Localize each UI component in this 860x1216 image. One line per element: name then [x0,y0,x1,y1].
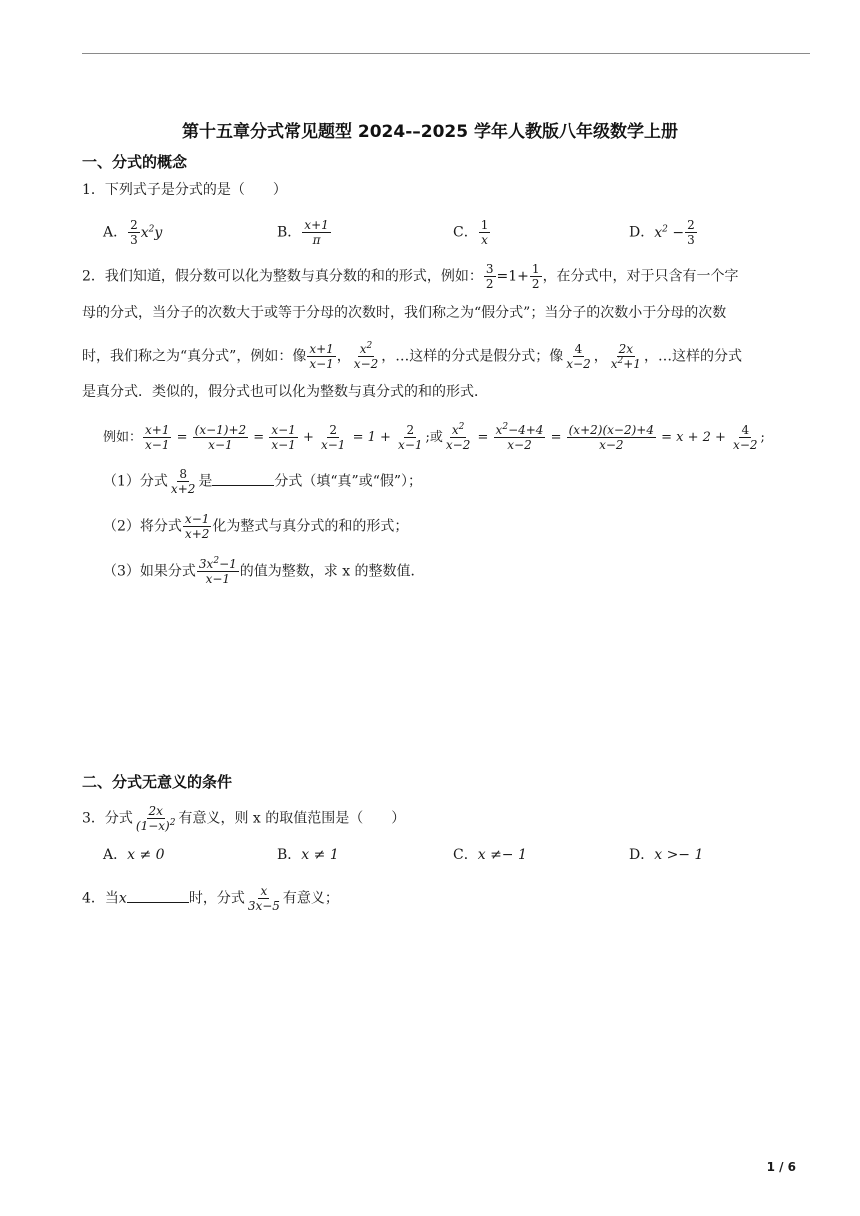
q2-example: 例如： $\frac{x+1}{x-1}$ = $\frac{(x-1)+2}{x-1}$ = $\frac{x-1}{x-1}$ + $\frac{2}{x-1}$ = 1 + $\frac{2}{x-1}$ ;或 $\frac{x^2}{x-2}$ = $\frac{x^2-4+4}{x-2}$ = $\frac{(x+2)(x-2)+4}{x-2}$ = x + 2 + $\frac{4}{x-2}$ ; [103,422,765,452]
q2-text: （1）分式 [103,473,168,490]
fraction: $\frac{x+1}{x-1}$ [309,342,334,371]
q1-option-b-label: B． [277,224,302,241]
header-rule [82,53,810,54]
q2-text: 化为整式与真分式的和的形式； [212,518,409,535]
q3-option-c [453,845,527,865]
fraction: $\frac{x^2-4+4}{x-2}$ [495,422,544,452]
page-number: 1 / 6 [766,1160,796,1174]
q1-option-d-label: D． [629,224,655,241]
fraction: $\frac{3x^2-1}{x-1}$ [198,556,237,586]
q2-text: （3）如果分式 [103,563,196,580]
answer-blank [127,888,189,903]
q2-text: 时，我们称之为“真分式”，例如：像 [82,348,307,365]
q2-line-4: 是真分式．类似的，假分式也可以化为整数与真分式的和的形式． [82,384,488,400]
fraction: $\frac{2}{3}$ [130,218,138,247]
q3-option-a [103,845,165,865]
q2-text: ，…这样的分式 [643,348,742,365]
q2-text: ，…这样的分式是假分式；像 [381,348,564,365]
section-heading-1: 一、分式的概念 [82,153,188,171]
q3-option-b [277,845,339,865]
fraction: $\frac{2}{3}$ [687,218,695,247]
q2-text: ， [336,348,351,365]
q2-text: ;或 [425,430,443,445]
fraction: $\frac{2x}{x^2+1}$ [610,342,641,371]
q4-variable: x [118,890,127,907]
q2-line-2: 母的分式，当分子的次数大于或等于分母的次数时，我们称之为“假分式”；当分子的次数小于分母的次数 [82,305,727,321]
q2-text: ，在分式中，对于只含有一个字 [542,268,739,285]
q3-option-label: B． [277,847,302,863]
q4-text: 4．当 [82,890,119,907]
q4-text: 时，分式 [188,890,245,907]
q3-text: 有意义，则 x 的取值范围是（ ） [178,810,406,827]
q3-option-d [629,845,703,865]
q1-option-b [277,218,332,247]
q4-text: 有意义； [282,890,339,907]
q1-option-d: D．$x^2$ − $\frac{2}{3}$ [629,218,695,247]
q3-option-text: x ≠ 0 [127,847,165,863]
q1-stem: 1．下列式子是分式的是（ ） [82,182,287,198]
q2-sub-3 [103,557,425,586]
fraction: $\frac{2}{x-1}$ [320,423,346,452]
q2-text: 的值为整数，求 x 的整数值． [239,563,425,580]
fraction: $\frac{2}{x-1}$ [398,423,423,452]
fraction: $\frac{x-1}{x+2}$ [184,512,210,541]
fraction: $\frac{8}{x+2}$ [170,467,196,496]
q2-text: 是 [198,473,213,490]
fraction: $\frac{1}{2}$ [531,262,540,291]
fraction: $\frac{2x}{(1-x)^2}$ [135,804,176,833]
q2-text: ， [593,348,608,365]
answer-blank [212,471,274,486]
fraction: $\frac{4}{x-2}$ [566,342,591,371]
fraction: $\frac{x+1}{\pi}$ [304,218,329,247]
fraction: $\frac{x^2}{x-2}$ [445,422,471,452]
q2-line-1 [82,262,739,291]
page-title: 第十五章分式常见题型 2024-–2025 学年人教版八年级数学上册 [181,122,679,142]
q3-option-text: x ≠ 1 [301,847,339,863]
q3-option-label: C． [453,847,478,863]
q2-line-3 [82,342,742,371]
q4-stem [82,884,339,913]
q3-text: 3．分式 [82,810,133,827]
q2-sub-1 [103,467,422,496]
section-heading-2: 二、分式无意义的条件 [82,773,233,791]
q2-text: 2．我们知道，假分数可以化为整数与真分数的和的形式，例如： [82,268,483,285]
fraction: $\frac{1}{x}$ [480,218,489,247]
q3-option-text: x ≠− 1 [477,847,527,863]
fraction: $\frac{x^2}{x-2}$ [353,341,379,371]
q1-option-c-label: C． [453,224,478,241]
fraction: $\frac{(x-1)+2}{x-1}$ [194,423,247,452]
q3-option-text: x >− 1 [654,847,704,863]
q2-text: 分式（填“真”或“假”）； [274,473,423,490]
q2-text: （2）将分式 [103,518,182,535]
fraction: $\frac{x}{3x-5}$ [247,884,280,913]
q1-option-c [453,218,491,247]
fraction: $\frac{4}{x-2}$ [733,423,758,452]
fraction: $\frac{x-1}{x-1}$ [271,423,296,452]
q2-sub-2 [103,512,408,541]
q3-option-label: D． [629,847,655,863]
fraction: $\frac{x+1}{x-1}$ [145,423,170,452]
q2-text: 例如： [103,430,143,445]
q1-option-a: A． $\frac{2}{3}$ $x^2y$ [103,218,163,247]
q3-stem [82,804,405,833]
q3-option-label: A． [103,847,128,863]
q2-text: =1+ [496,268,529,285]
q1-option-a-label: A． [103,224,128,241]
fraction: $\frac{3}{2}$ [485,262,494,291]
fraction: $\frac{(x+2)(x-2)+4}{x-2}$ [568,423,654,452]
